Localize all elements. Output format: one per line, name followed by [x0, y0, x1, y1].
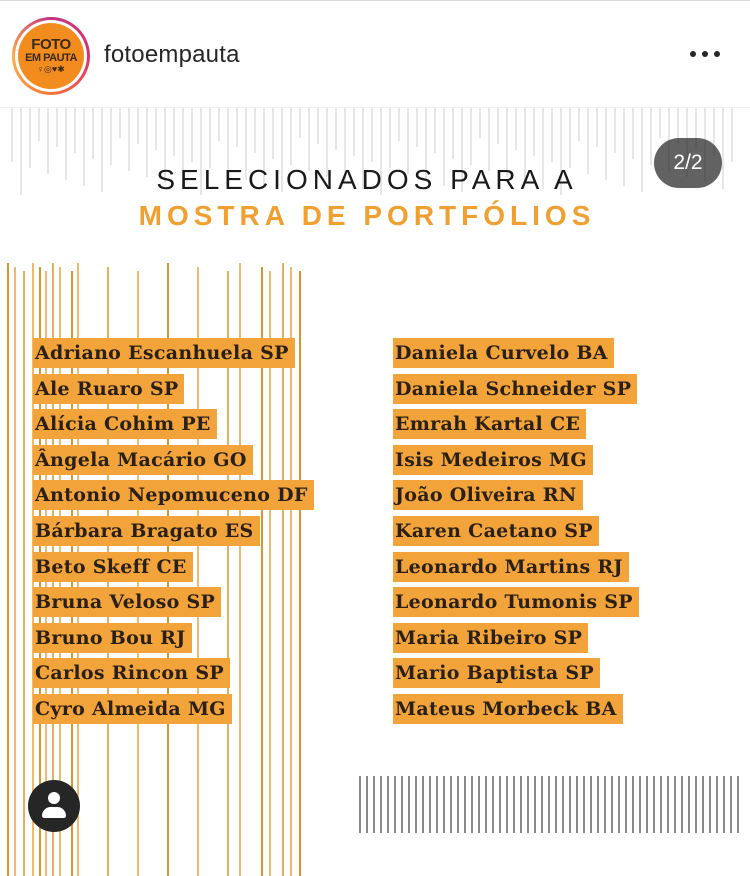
post-image — [0, 108, 750, 876]
user-icon[interactable] — [28, 780, 80, 832]
avatar-border — [15, 20, 87, 92]
name-tag: Adriano Escanhuela SP — [33, 338, 295, 368]
avatar[interactable] — [12, 17, 90, 95]
poster-title-line2: MOSTRA DE PORTFÓLIOS — [138, 200, 596, 231]
name-tag: Bárbara Bragato ES — [33, 516, 260, 546]
name-tag: Isis Medeiros MG — [393, 445, 593, 475]
name-tag: Mario Baptista SP — [393, 658, 600, 688]
name-tag: Karen Caetano SP — [393, 516, 599, 546]
name-tag: Alícia Cohim PE — [33, 409, 217, 439]
username-link[interactable]: fotoempauta — [104, 41, 240, 68]
name-tag: Beto Skeff CE — [33, 552, 193, 582]
name-tag: Maria Ribeiro SP — [393, 623, 588, 653]
name-tag: Ale Ruaro SP — [33, 374, 184, 404]
name-tag: João Oliveira RN — [393, 480, 583, 510]
name-tag: Emrah Kartal CE — [393, 409, 586, 439]
name-tag: Bruno Bou RJ — [33, 623, 192, 653]
name-tag: Daniela Curvelo BA — [393, 338, 614, 368]
name-tag: Carlos Rincon SP — [33, 658, 230, 688]
poster-title-line1: SELECIONADOS PARA A — [156, 164, 578, 195]
name-tag: Bruna Veloso SP — [33, 587, 221, 617]
logo-text-line2: EM PAUTA — [25, 52, 77, 64]
name-tag: Daniela Schneider SP — [393, 374, 637, 404]
name-tag: Leonardo Tumonis SP — [393, 587, 639, 617]
name-tag: Leonardo Martins RJ — [393, 552, 629, 582]
logo-text-line1: FOTO — [31, 36, 71, 53]
name-tag: Antonio Nepomuceno DF — [33, 480, 314, 510]
name-tag: Cyro Almeida MG — [33, 694, 232, 724]
more-dots-icon[interactable] — [688, 49, 724, 59]
carousel-counter: 2/2 — [654, 138, 722, 188]
brand-logo — [18, 23, 84, 89]
post-header — [0, 0, 750, 108]
name-tag: Ângela Macário GO — [33, 445, 253, 475]
name-tag: Mateus Morbeck BA — [393, 694, 623, 724]
logo-symbols: ♀◎♥✱ — [37, 64, 65, 74]
